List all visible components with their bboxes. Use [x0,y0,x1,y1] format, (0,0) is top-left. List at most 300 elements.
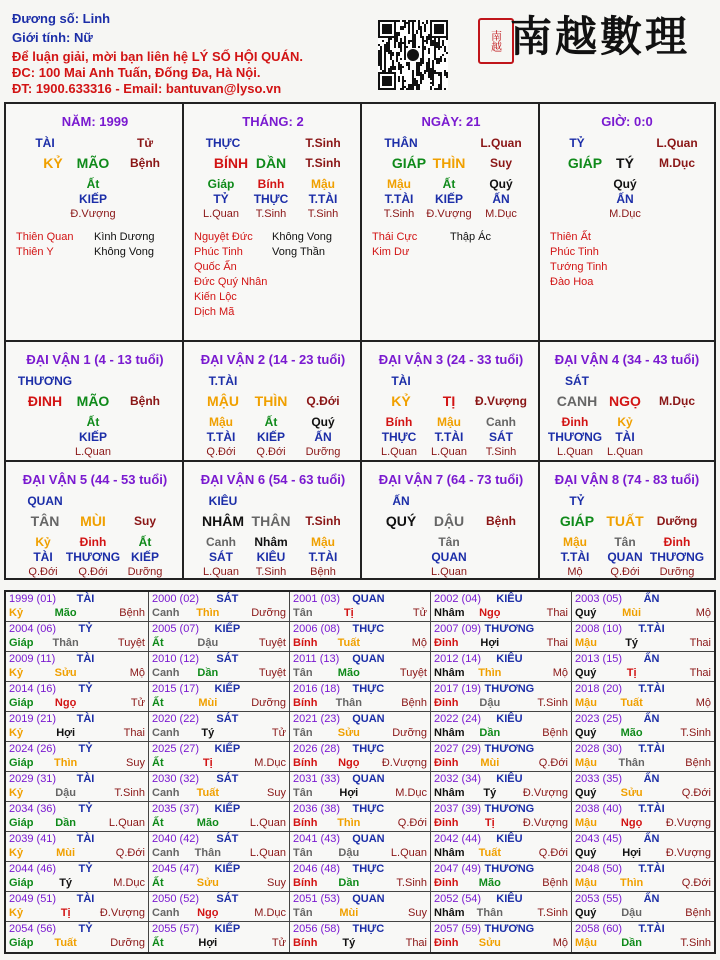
year-branch: Ngọ [197,907,219,919]
hidden-god: THƯƠNG [547,430,603,444]
hidden-stem: Ất [86,415,100,429]
year-stem: Mậu [575,757,597,769]
year-phase: Dưỡng [251,607,286,619]
year-stem: Giáp [9,697,34,709]
year-phase: Thai [689,667,711,679]
year-god: SÁT [216,773,239,785]
year-cell[interactable] [149,892,290,922]
year-label: 2017 (19) [434,683,482,695]
hidden-stem: Canh [486,415,516,429]
year-phase: Mộ [411,637,427,649]
year-god: SÁT [216,593,239,605]
earthly-branch: THÂN [251,513,291,529]
hidden-stem: Mậu [209,415,233,429]
year-label: 2032 (34) [434,773,482,785]
year-label: 2020 (22) [152,713,200,725]
pillar-title: NĂM: 1999 [61,114,129,129]
heavenly-stem: QUÝ [385,513,417,529]
year-phase: Bệnh [401,697,427,709]
dai-van-god: SÁT [565,374,589,388]
branch-god: L.Quan [656,136,698,150]
hidden-phase: Bệnh [310,566,336,578]
hidden-god: SÁT [209,550,233,564]
year-god: T.TÀI [638,923,665,935]
year-cell[interactable] [431,652,572,682]
year-phase: Suy [408,907,427,919]
year-label: 2002 (04) [434,593,482,605]
hidden-god: KIÊU [256,550,286,564]
dai-van-god: TÀI [391,374,411,388]
year-branch: Tuất [337,637,360,649]
star-other: Vong Thần [272,246,326,258]
year-label: 2041 (43) [293,833,341,845]
dai-van-god: THƯƠNG [17,374,73,388]
hidden-god: THƯƠNG [649,550,705,564]
year-cell[interactable] [290,652,431,682]
hidden-phase: Q.Đới [256,446,286,458]
year-cell[interactable] [149,622,290,652]
year-branch: Hợi [480,637,500,649]
year-cell[interactable] [149,922,290,952]
year-god: THƯƠNG [484,803,535,815]
heavenly-stem: NHÂM [202,513,244,529]
year-branch: Dậu [197,637,219,649]
hidden-god: KIẾP [256,430,286,444]
year-god: ẤN [643,893,660,905]
year-phase: Đ.Vượng [381,757,427,769]
life-phase: Bệnh [486,514,516,528]
year-cell[interactable] [6,712,149,742]
dai-van-god: TỶ [569,494,585,508]
year-cell[interactable] [290,862,431,892]
year-cell[interactable] [149,682,290,712]
year-god: TÀI [76,653,95,665]
year-god: THƯƠNG [484,623,535,635]
year-phase: Suy [126,757,145,769]
year-cell[interactable] [149,802,290,832]
year-god: KIÊU [496,773,523,785]
dai-van-8[interactable] [540,462,714,578]
dai-van-5[interactable] [6,462,184,578]
year-cell[interactable] [149,652,290,682]
hidden-stem: Bính [257,177,285,191]
year-branch: Tị [484,817,495,829]
gender: Giới tính: Nữ [12,30,93,45]
hidden-stem: Bính [385,415,413,429]
year-branch: Dần [338,877,360,889]
year-cell[interactable] [572,742,714,772]
year-cell[interactable] [572,652,714,682]
year-stem: Bính [293,697,318,709]
year-cell[interactable] [572,592,714,622]
year-stem: Nhâm [434,787,465,799]
hidden-phase: T.Sinh [255,566,287,578]
year-cell[interactable] [149,862,290,892]
year-cell[interactable] [572,802,714,832]
year-branch: Thân [476,907,503,919]
year-phase: T.Sinh [680,727,711,739]
year-cell[interactable] [149,742,290,772]
year-label: 2026 (28) [293,743,341,755]
year-cell[interactable] [572,922,714,952]
year-phase: Tuyệt [399,667,427,679]
pillar-title: GIỜ: 0:0 [601,114,653,129]
year-cell[interactable] [431,622,572,652]
year-stem: Nhâm [434,727,465,739]
year-label: 2000 (02) [152,593,200,605]
pillar-2 [362,104,540,342]
hidden-phase: M.Dục [609,208,641,220]
year-god: KIÊU [496,593,523,605]
year-god: ẤN [643,713,660,725]
year-cell[interactable] [6,922,149,952]
hidden-stem: Mậu [437,415,461,429]
hidden-phase: L.Quan [74,446,112,458]
year-cell[interactable] [431,742,572,772]
year-stem: Đinh [434,937,459,949]
year-stem: Đinh [434,817,459,829]
year-cell[interactable] [290,832,431,862]
year-phase: Q.Đới [538,757,568,769]
year-phase: Q.Đới [115,847,145,859]
year-label: 2015 (17) [152,683,200,695]
heavenly-stem: KỶ [43,155,63,171]
year-cell[interactable] [431,802,572,832]
year-phase: Dưỡng [392,727,427,739]
year-label: 2053 (55) [575,893,623,905]
year-phase: Bệnh [542,727,568,739]
year-branch: Tý [59,877,73,889]
year-label: 2050 (52) [152,893,200,905]
pillar-1 [184,104,362,342]
year-cell[interactable] [290,622,431,652]
hidden-god: KIẾP [78,192,108,206]
year-cell[interactable] [6,622,149,652]
hidden-phase: L.Quan [202,208,240,220]
year-label: 2044 (46) [9,863,57,875]
dai-van-3[interactable] [362,342,540,462]
year-label: 2039 (41) [9,833,57,845]
year-phase: Q.Đới [681,787,711,799]
year-cell[interactable] [290,772,431,802]
hidden-god: SÁT [489,430,513,444]
dai-van-title: ĐẠI VẬN 7 (64 - 73 tuổi) [378,472,524,487]
year-cell[interactable] [149,712,290,742]
year-cell[interactable] [572,862,714,892]
year-phase: Dưỡng [251,697,286,709]
year-cell[interactable] [6,682,149,712]
year-phase: M.Dục [113,877,145,889]
year-cell[interactable] [290,802,431,832]
hidden-god: ẤN [314,430,332,444]
earthly-branch: THÌN [432,155,466,171]
year-phase: Bệnh [685,757,711,769]
year-stem: Mậu [575,937,597,949]
year-phase: Đ.Vượng [522,817,568,829]
dai-van-title: ĐẠI VẬN 2 (14 - 23 tuổi) [200,352,346,367]
dai-van-4[interactable] [540,342,714,462]
year-cell[interactable] [572,682,714,712]
year-phase: Đ.Vượng [99,907,145,919]
year-label: 2038 (40) [575,803,623,815]
year-stem: Tân [293,607,313,619]
year-stem: Mậu [575,817,597,829]
dai-van-1[interactable] [6,342,184,462]
year-phase: Mộ [552,937,568,949]
star-good: Dịch Mã [194,306,235,318]
year-god: THỰC [352,683,385,695]
year-cell[interactable] [572,892,714,922]
year-phase: Q.Đới [397,817,427,829]
year-cell[interactable] [572,832,714,862]
year-label: 2045 (47) [152,863,200,875]
year-stem: Kỷ [9,847,24,859]
earthly-branch: THÌN [254,393,288,409]
hidden-god: T.TÀI [560,550,590,564]
year-branch: Hợi [339,787,359,799]
hidden-god: T.TÀI [308,550,338,564]
seal-stamp [478,18,514,64]
year-god: TÀI [76,593,95,605]
star-good: Nguyệt Đức [194,231,253,243]
year-phase: L.Quan [249,817,286,829]
year-god: T.TÀI [638,803,665,815]
year-god: QUAN [352,713,385,725]
year-cell[interactable] [6,592,149,622]
year-cell[interactable] [6,892,149,922]
chart-grid [4,102,716,580]
year-phase: Đ.Vượng [665,847,711,859]
year-phase: L.Quan [108,817,145,829]
year-cell[interactable] [431,862,572,892]
year-label: 2035 (37) [152,803,200,815]
dai-van-god: ẤN [392,494,410,508]
year-branch: Thìn [478,667,502,679]
year-cell[interactable] [572,712,714,742]
year-phase: T.Sinh [537,697,568,709]
year-phase: T.Sinh [114,787,145,799]
year-stem: Quý [575,727,597,739]
year-phase: Q.Đới [681,877,711,889]
year-label: 2054 (56) [9,923,57,935]
year-branch: Sửu [620,787,643,799]
year-cell[interactable] [290,592,431,622]
hidden-phase: Q.Đới [78,566,108,578]
year-cell[interactable] [6,772,149,802]
year-branch: Thìn [196,607,220,619]
year-cell[interactable] [290,742,431,772]
earthly-branch: MÙI [80,513,106,529]
hidden-god: KIẾP [78,430,108,444]
year-stem: Kỷ [9,727,24,739]
year-cell[interactable] [290,922,431,952]
hidden-phase: L.Quan [380,446,418,458]
year-label: 2003 (05) [575,593,623,605]
hidden-god: T.TÀI [308,192,338,206]
star-good: Quốc Ấn [194,261,237,273]
year-cell[interactable] [431,832,572,862]
year-stem: Canh [152,727,180,739]
year-god: KIÊU [496,653,523,665]
life-phase: M.Dục [659,156,695,170]
pillar-title: NGÀY: 21 [421,114,481,129]
year-stem: Đinh [434,637,459,649]
year-god: QUAN [352,893,385,905]
hidden-god: KIẾP [434,192,464,206]
year-phase: Bệnh [685,907,711,919]
year-label: 2043 (45) [575,833,623,845]
year-cell[interactable] [290,682,431,712]
year-stem: Kỷ [9,907,24,919]
year-branch: Sửu [478,937,501,949]
year-phase: Mộ [552,667,568,679]
owner-name: Đương số: Linh [12,11,111,26]
hidden-stem: Ất [138,535,152,549]
dai-van-2[interactable] [184,342,362,462]
year-branch: Dần [479,727,501,739]
year-stem: Tân [293,847,313,859]
year-god: ẤN [643,653,660,665]
year-label: 2042 (44) [434,833,482,845]
star-good: Thái Cực [372,231,418,243]
year-god: KIẾP [214,623,241,635]
year-cell[interactable] [290,712,431,742]
life-phase: Bệnh [130,156,160,170]
year-branch: Tuất [478,847,501,859]
year-label: 2049 (51) [9,893,57,905]
year-stem: Giáp [9,637,34,649]
year-cell[interactable] [6,802,149,832]
year-god: QUAN [352,833,385,845]
year-label: 2011 (13) [293,653,340,665]
year-branch: Mão [54,607,77,619]
star-other: Không Vong [272,231,332,243]
year-cell[interactable] [431,922,572,952]
year-stem: Tân [293,787,313,799]
year-stem: Quý [575,787,597,799]
heavenly-stem: MẬU [207,393,239,409]
year-branch: Dần [621,937,643,949]
year-cell[interactable] [149,832,290,862]
year-cell[interactable] [431,892,572,922]
year-branch: Tý [625,637,639,649]
year-cell[interactable] [149,772,290,802]
year-label: 2031 (33) [293,773,341,785]
dai-van-7[interactable] [362,462,540,578]
year-god: SÁT [216,893,239,905]
hidden-god: TÀI [33,550,53,564]
year-label: 2012 (14) [434,653,482,665]
hidden-god: KIẾP [130,550,160,564]
year-cell[interactable] [6,742,149,772]
year-god: T.TÀI [638,863,665,875]
earthly-branch: TUẤT [606,513,644,529]
branch-god: L.Quan [480,136,522,150]
year-god: TỶ [78,923,93,935]
phone-email-line[interactable]: ĐT: 1900.633316 - Email: bantuvan@lyso.vn [12,81,282,96]
year-label: 2008 (10) [575,623,623,635]
year-label: 2047 (49) [434,863,482,875]
year-cell[interactable] [6,832,149,862]
year-cell[interactable] [431,682,572,712]
year-cell[interactable] [431,592,572,622]
year-god: ẤN [643,833,660,845]
year-god: KIẾP [214,863,241,875]
branch-god: T.Sinh [305,136,341,150]
hidden-stem: Mậu [311,535,335,549]
year-god: TÀI [76,773,95,785]
star-good: Kim Dư [372,246,410,258]
hidden-phase: T.Sinh [255,208,287,220]
hidden-phase: Q.Đới [610,566,640,578]
star-good: Đức Quý Nhân [194,276,268,288]
year-god: THỰC [352,623,385,635]
heavenly-stem: KỶ [391,393,411,409]
year-cell[interactable] [431,772,572,802]
year-branch: Thân [335,697,362,709]
year-cell[interactable] [6,862,149,892]
year-cell[interactable] [149,592,290,622]
year-god: THỰC [352,923,385,935]
hidden-stem: Kỷ [617,415,633,429]
stem-god: THỰC [205,136,241,150]
year-phase: M.Dục [254,757,286,769]
year-label: 2030 (32) [152,773,200,785]
year-stem: Ất [152,877,164,889]
year-phase: M.Dục [395,787,427,799]
year-branch: Tuất [620,697,643,709]
year-phase: Thai [546,637,568,649]
year-label: 2016 (18) [293,683,341,695]
year-label: 2022 (24) [434,713,482,725]
year-branch: Tý [483,787,497,799]
year-stem: Quý [575,847,597,859]
year-god: TỶ [78,863,93,875]
year-label: 2033 (35) [575,773,623,785]
earthly-branch: MÃO [76,155,110,171]
year-label: 2021 (23) [293,713,341,725]
year-branch: Sửu [337,727,360,739]
year-stem: Giáp [9,877,34,889]
hidden-god: QUAN [607,550,643,564]
dai-van-title: ĐẠI VẬN 5 (44 - 53 tuổi) [22,472,168,487]
hidden-phase: T.Sinh [383,208,415,220]
qr-code[interactable] [378,20,448,90]
year-god: KIẾP [214,923,241,935]
dai-van-6[interactable] [184,462,362,578]
year-god: KIẾP [214,743,241,755]
year-cell[interactable] [431,712,572,742]
life-phase: Q.Đới [306,394,340,408]
hidden-god: THỰC [253,192,289,206]
star-good: Thiên Y [16,246,54,258]
year-god: KIÊU [496,833,523,845]
year-cell[interactable] [572,772,714,802]
earthly-branch: DẦN [255,155,287,171]
year-cell[interactable] [290,892,431,922]
contact-line[interactable]: Để luận giải, mời bạn liên hệ LÝ SỐ HỘI QUÁN. [12,49,303,64]
year-phase: L.Quan [249,847,286,859]
year-cell[interactable] [572,622,714,652]
year-cell[interactable] [6,652,149,682]
year-branch: Hợi [56,727,76,739]
hidden-phase: L.Quan [202,566,240,578]
branch-god: Tử [136,136,154,150]
life-phase: T.Sinh [305,514,341,528]
hidden-stem: Đinh [663,535,691,549]
annual-luck-table [4,590,716,954]
hidden-phase: Q.Đới [206,446,236,458]
